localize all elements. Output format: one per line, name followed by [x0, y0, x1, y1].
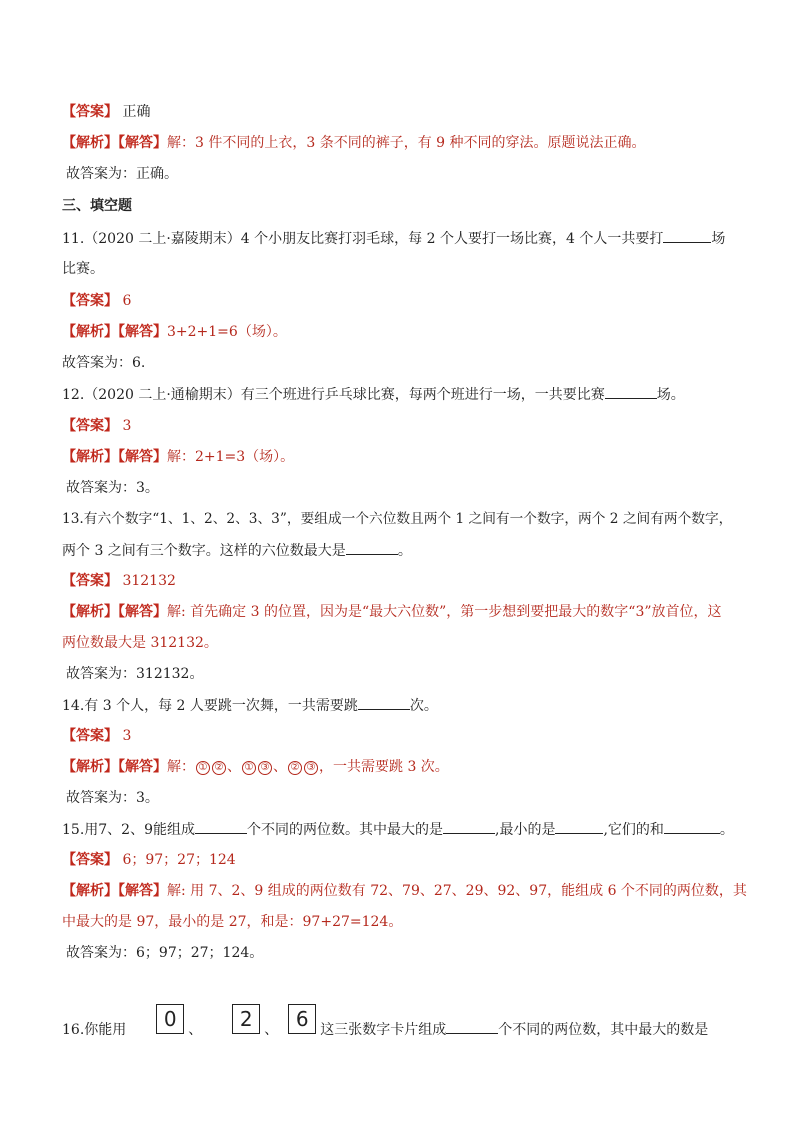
q15-blank-min[interactable]: [555, 819, 603, 834]
analysis-label: 【解析】【解答】: [62, 135, 167, 151]
digit-card-6: 6: [288, 1004, 316, 1034]
q15-text-4: ,它们的和: [603, 822, 664, 838]
top-so-line: [66, 164, 746, 184]
analysis-label: 【解析】【解答】: [62, 883, 167, 899]
analysis-post: ，一共需要跳 3 次。: [319, 759, 449, 775]
q12-answer-line: [62, 416, 742, 436]
q11-answer-line: [62, 291, 742, 311]
q14-analysis-line: [62, 757, 742, 777]
q14-blank[interactable]: [358, 695, 410, 710]
analysis-label: 【解析】【解答】: [62, 604, 167, 620]
q15-so-line: [66, 943, 746, 963]
q15-blank-sum[interactable]: [664, 819, 720, 834]
analysis-text: 解: 首先确定 3 的位置，因为是“最大六位数”，第一步想到要把最大的数字“3”放首位，这: [167, 604, 722, 620]
analysis-text: 解：3 件不同的上衣，3 条不同的裤子，有 9 种不同的穿法。原题说法正确。: [167, 135, 646, 151]
q15-text-3: ,最小的是: [495, 822, 556, 838]
separator: 、: [227, 759, 241, 775]
q14-text-b: 次。: [409, 698, 438, 714]
so-value: 3。: [136, 480, 159, 496]
q13-analysis-line1: [62, 602, 742, 622]
q15-analysis-line1: [62, 881, 747, 901]
analysis-text: 解：2+1=3（场）。: [167, 449, 295, 465]
q15-analysis-line2: 中最大的是 97，最小的是 27，和是：97+27=124。: [62, 914, 403, 930]
digit-card-0: 0: [156, 1004, 184, 1034]
q15-text-2: 个不同的两位数。其中最大的是: [247, 822, 443, 838]
circled-1: ①: [242, 761, 256, 775]
answer-value: 312132: [122, 573, 176, 589]
answer-value: 3: [122, 418, 132, 434]
answer-label: 【答案】: [62, 728, 118, 744]
so-value: 312132。: [136, 666, 204, 682]
so-value: 正确。: [136, 166, 178, 182]
analysis-text: 3+2+1=6（场）。: [167, 324, 287, 340]
circled-2: ②: [212, 761, 226, 775]
q13-text-a: 两个 3 之间有三个数字。这样的六位数最大是: [62, 543, 346, 559]
q14-text-a: 14.有 3 个人，每 2 人要跳一次舞，一共需要跳: [62, 698, 358, 714]
answer-label: 【答案】: [62, 293, 118, 309]
separator: 、: [188, 1022, 203, 1038]
circled-2: ②: [288, 761, 302, 775]
q11-text-a: 11.（2020 二上·嘉陵期末）4 个小朋友比赛打羽毛球，每 2 个人要打一场比赛，4 个人一共要打: [62, 231, 664, 247]
circled-3: ③: [258, 761, 272, 775]
analysis-label: 【解析】【解答】: [62, 324, 167, 340]
so-value: 3。: [136, 790, 159, 806]
q16-line1: [62, 1004, 742, 1038]
q12-line1: [62, 384, 742, 405]
so-value: 6.: [132, 355, 146, 371]
q11-text-b: 场: [711, 231, 726, 247]
q15-text-1: 15.用7、2、9能组成: [62, 822, 195, 838]
answer-value: 正确: [122, 104, 151, 120]
q15-answer-line: [62, 850, 742, 870]
section-title: 三、填空题: [62, 198, 132, 214]
analysis-label: 【解析】【解答】: [62, 449, 167, 465]
answer-label: 【答案】: [62, 852, 118, 868]
q15-text-5: 。: [719, 822, 734, 838]
q16-text-pre: 16.你能用: [62, 1022, 127, 1038]
q12-blank[interactable]: [605, 384, 657, 399]
circled-1: ①: [196, 761, 210, 775]
q13-line1: 13.有六个数字“1、1、2、2、3、3”，要组成一个六位数且两个 1 之间有一个数字，两个 2 之间有两个数字，: [62, 511, 733, 527]
q11-blank[interactable]: [663, 228, 711, 243]
q15-line1: [62, 819, 742, 840]
q13-text-b: 。: [397, 543, 412, 559]
q16-text-mid: 这三张数字卡片组成: [320, 1022, 447, 1038]
analysis-label: 【解析】【解答】: [62, 759, 167, 775]
answer-label: 【答案】: [62, 573, 118, 589]
q16-blank[interactable]: [446, 1019, 498, 1034]
q11-so-line: [62, 353, 742, 373]
q14-answer-line: [62, 726, 742, 746]
q14-line1: [62, 695, 742, 716]
q13-analysis-line2: 两位数最大是 312132。: [62, 635, 218, 651]
circled-3: ③: [304, 761, 318, 775]
so-label: 故答案为：: [66, 945, 136, 961]
q12-text-b: 场。: [656, 387, 685, 403]
analysis-pre: 解：: [167, 759, 195, 775]
q13-answer-line: [62, 571, 742, 591]
q14-so-line: [66, 788, 746, 808]
so-label: 故答案为：: [66, 480, 136, 496]
top-answer-line: [62, 102, 742, 122]
q13-so-line: [66, 664, 746, 684]
so-value: 6；97；27；124。: [136, 945, 264, 961]
separator: 、: [273, 759, 287, 775]
so-label: 故答案为：: [66, 166, 136, 182]
answer-label: 【答案】: [62, 418, 118, 434]
q12-text-a: 12.（2020 二上·通榆期末）有三个班进行乒乓球比赛，每两个班进行一场，一共要比赛: [62, 387, 605, 403]
answer-value: 6；97；27；124: [122, 852, 236, 868]
so-label: 故答案为：: [62, 355, 132, 371]
q15-blank-count[interactable]: [195, 819, 247, 834]
so-label: 故答案为：: [66, 790, 136, 806]
so-label: 故答案为：: [66, 666, 136, 682]
q13-blank[interactable]: [346, 540, 398, 555]
top-analysis-line: [62, 133, 742, 153]
separator: 、: [264, 1022, 279, 1038]
q15-blank-max[interactable]: [443, 819, 495, 834]
q11-line1: [62, 228, 742, 249]
q12-so-line: [66, 478, 746, 498]
q16-text-post: 个不同的两位数，其中最大的数是: [498, 1022, 709, 1038]
q11-line2: 比赛。: [62, 261, 104, 277]
digit-card-2: 2: [232, 1004, 260, 1034]
q13-line2: [62, 540, 742, 561]
analysis-text: 解: 用 7、2、9 组成的两位数有 72、79、27、29、92、97，能组成 6 个不同的两位数，其: [167, 883, 747, 899]
q12-analysis-line: [62, 447, 742, 467]
q11-analysis-line: [62, 322, 742, 342]
answer-value: 6: [122, 293, 132, 309]
answer-label: 【答案】: [62, 104, 118, 120]
answer-value: 3: [122, 728, 132, 744]
